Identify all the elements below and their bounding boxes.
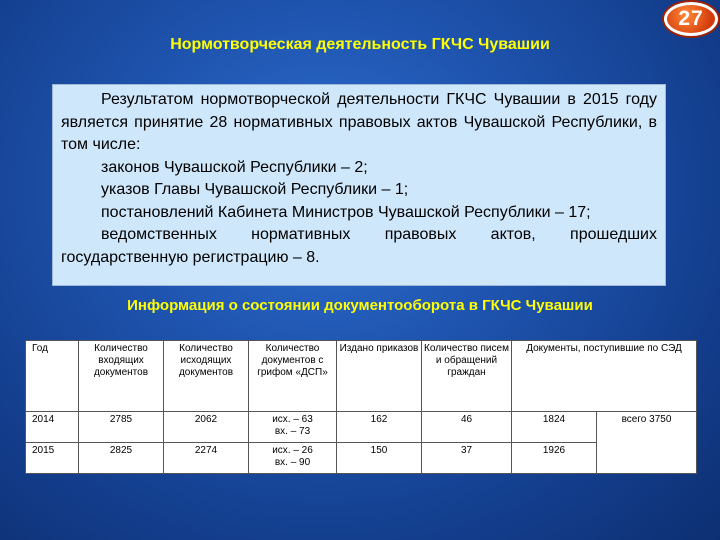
header-outgoing: Количество исходящих документов	[164, 341, 249, 412]
cell-orders: 150	[337, 443, 422, 474]
cell-letters: 37	[422, 443, 512, 474]
info-box	[52, 84, 666, 286]
info-item-departmental-part1: ведомственных нормативных правовых актов, прошедших	[101, 226, 657, 243]
slide-number-badge: 27	[664, 2, 718, 36]
cell-sed: 1926	[512, 443, 597, 474]
cell-year: 2015	[26, 443, 79, 474]
cell-orders: 162	[337, 412, 422, 443]
cell-outgoing: 2274	[164, 443, 249, 474]
section-title: Информация о состоянии документооборота в ГКЧС Чувашии	[127, 297, 593, 314]
info-item-laws: законов Чувашской Республики – 2;	[101, 158, 368, 176]
cell-sed-total: всего 3750	[597, 412, 697, 474]
header-sed: Документы, поступившие по СЭД	[512, 341, 697, 412]
header-letters: Количество писем и обращений граждан	[422, 341, 512, 412]
info-item-departmental-cont: государственную регистрацию – 8.	[61, 248, 320, 266]
table-row	[26, 412, 697, 443]
cell-dsp-in: вх. – 73	[274, 426, 311, 437]
cell-dsp-out: исх. – 63	[272, 414, 313, 425]
cell-dsp	[249, 412, 337, 443]
cell-sed: 1824	[512, 412, 597, 443]
cell-incoming: 2785	[79, 412, 164, 443]
document-flow-table	[25, 340, 697, 474]
info-intro: Результатом нормотворческой деятельности ГКЧС Чувашии в 2015 году является принятие 28 нормативных правовых актов Чувашской Республики, в том числе:	[61, 91, 657, 153]
cell-incoming: 2825	[79, 443, 164, 474]
header-year: Год	[26, 341, 79, 412]
cell-dsp	[249, 443, 337, 474]
table-row	[26, 443, 697, 474]
header-orders: Издано приказов	[337, 341, 422, 412]
header-dsp: Количество документов с грифом «ДСП»	[249, 341, 337, 412]
slide-title: Нормотворческая деятельность ГКЧС Чувашии	[170, 36, 550, 53]
info-item-resolutions: постановлений Кабинета Министров Чувашской Республики – 17;	[101, 203, 591, 221]
cell-dsp-out: исх. – 26	[272, 445, 313, 456]
table-header-row	[26, 341, 697, 412]
info-item-decrees: указов Главы Чувашской Республики – 1;	[101, 181, 409, 198]
cell-letters: 46	[422, 412, 512, 443]
cell-dsp-in: вх. – 90	[274, 457, 311, 468]
cell-outgoing: 2062	[164, 412, 249, 443]
cell-year: 2014	[26, 412, 79, 443]
info-item-departmental	[61, 224, 657, 247]
header-incoming: Количество входящих документов	[79, 341, 164, 412]
